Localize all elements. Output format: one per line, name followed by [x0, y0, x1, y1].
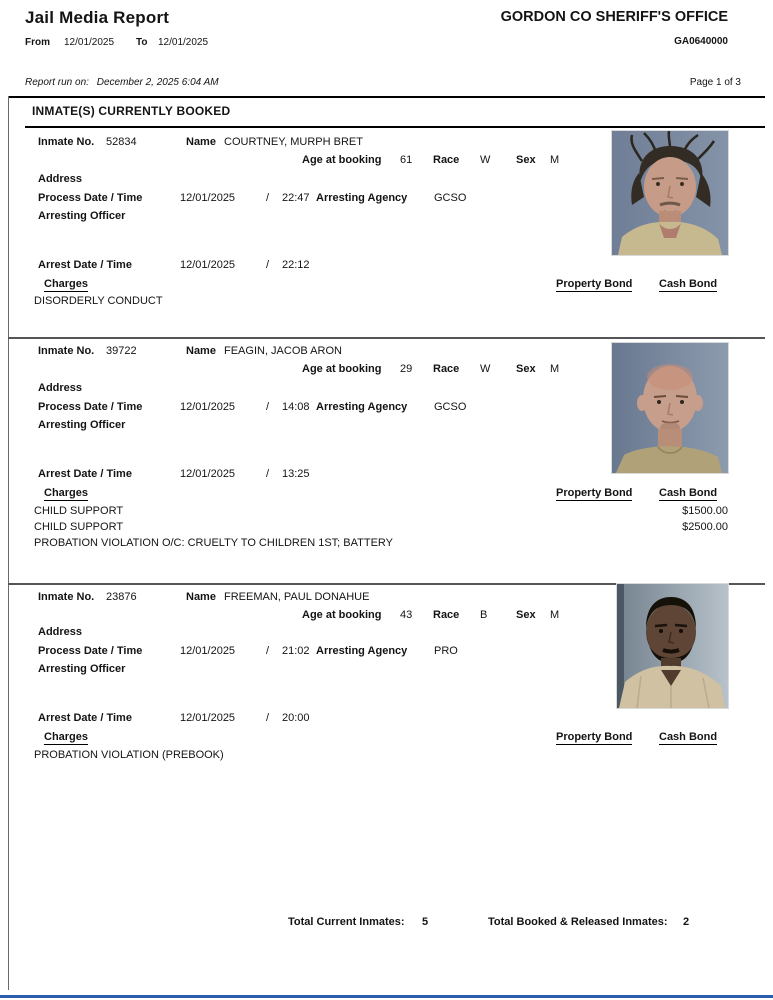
slash: /: [266, 401, 270, 413]
arrest-date-label: Arrest Date / Time: [38, 259, 132, 271]
charges-header: Charges: [44, 731, 89, 743]
arresting-agency-label: Arresting Agency: [316, 645, 408, 657]
cash-bond-header: Cash Bond: [659, 487, 718, 499]
mugshot-photo: [612, 131, 728, 255]
race-value: W: [480, 154, 491, 166]
slash: /: [266, 645, 270, 657]
address-label: Address: [38, 382, 83, 394]
name-label: Name: [186, 136, 216, 148]
inmate-no-value: 39722: [106, 345, 137, 357]
charge-cash-bond: $2500.00: [682, 521, 728, 533]
slash: /: [266, 192, 270, 204]
cash-bond-header: Cash Bond: [659, 278, 718, 290]
inmate-no-value: 23876: [106, 591, 137, 603]
report-run-on: [25, 77, 219, 88]
sex-value: M: [550, 363, 560, 375]
process-date-value: 12/01/2025: [180, 192, 236, 204]
arresting-officer-label: Arresting Officer: [38, 419, 126, 431]
inmate-no-label: Inmate No.: [38, 591, 95, 603]
arrest-date-label: Arrest Date / Time: [38, 712, 132, 724]
property-bond-header: Property Bond: [556, 731, 633, 743]
age-label: Age at booking: [302, 154, 382, 166]
race-value: W: [480, 363, 491, 375]
sex-value: M: [550, 154, 560, 166]
name-value: FEAGIN, JACOB ARON: [224, 345, 342, 357]
race-label: Race: [433, 363, 460, 375]
mugshot-photo: [612, 343, 728, 473]
page-indicator: Page 1 of 3: [689, 77, 741, 88]
agency-code: GA0640000: [674, 36, 728, 47]
sex-label: Sex: [516, 609, 536, 621]
to-label: To: [136, 37, 148, 48]
mugshot-illustration: [617, 584, 728, 708]
charge-name: CHILD SUPPORT: [34, 521, 124, 533]
arresting-agency-value: GCSO: [434, 192, 467, 204]
arresting-agency-label: Arresting Agency: [316, 401, 408, 413]
arresting-agency-value: GCSO: [434, 401, 467, 413]
to-date: 12/01/2025: [158, 37, 209, 48]
address-label: Address: [38, 173, 83, 185]
total-current-label: Total Current Inmates:: [288, 916, 405, 928]
from-date: 12/01/2025: [64, 37, 115, 48]
inmate-record: [0, 583, 773, 768]
arrest-date-label: Arrest Date / Time: [38, 468, 132, 480]
arresting-officer-label: Arresting Officer: [38, 663, 126, 675]
race-label: Race: [433, 154, 460, 166]
process-time-value: 21:02: [282, 645, 310, 657]
charge-name: PROBATION VIOLATION (PREBOOK): [34, 749, 224, 761]
property-bond-header: Property Bond: [556, 278, 633, 290]
age-value: 29: [400, 363, 413, 375]
from-label: From: [25, 37, 50, 48]
mugshot-illustration: [612, 131, 728, 255]
age-value: 43: [400, 609, 413, 621]
property-bond-header: Property Bond: [556, 487, 633, 499]
run-on-label: Report run on:: [25, 77, 89, 88]
arresting-agency-label: Arresting Agency: [316, 192, 408, 204]
arrest-time-value: 20:00: [282, 712, 310, 724]
header-rule-top: [8, 96, 765, 98]
sex-label: Sex: [516, 363, 536, 375]
arrest-time-value: 22:12: [282, 259, 310, 271]
name-label: Name: [186, 591, 216, 603]
sex-label: Sex: [516, 154, 536, 166]
process-date-value: 12/01/2025: [180, 401, 236, 413]
total-current-value: 5: [422, 916, 429, 928]
name-value: COURTNEY, MURPH BRET: [224, 136, 363, 148]
inmate-record: [0, 128, 773, 337]
section-title: INMATE(S) CURRENTLY BOOKED: [32, 104, 231, 118]
slash: /: [266, 259, 270, 271]
process-date-label: Process Date / Time: [38, 401, 143, 413]
inmate-no-value: 52834: [106, 136, 137, 148]
total-booked-released-value: 2: [683, 916, 690, 928]
agency-name: GORDON CO SHERIFF'S OFFICE: [500, 9, 728, 25]
address-label: Address: [38, 626, 83, 638]
charge-name: DISORDERLY CONDUCT: [34, 295, 163, 307]
charges-header: Charges: [44, 278, 89, 290]
slash: /: [266, 712, 270, 724]
process-date-label: Process Date / Time: [38, 645, 143, 657]
name-value: FREEMAN, PAUL DONAHUE: [224, 591, 370, 603]
process-time-value: 22:47: [282, 192, 310, 204]
age-label: Age at booking: [302, 609, 382, 621]
page-title: Jail Media Report: [25, 8, 170, 27]
process-date-value: 12/01/2025: [180, 645, 236, 657]
run-on-value: December 2, 2025 6:04 AM: [96, 77, 219, 88]
arrest-time-value: 13:25: [282, 468, 310, 480]
charge-name: PROBATION VIOLATION O/C: CRUELTY TO CHILDREN 1ST; BATTERY: [34, 537, 393, 549]
charge-cash-bond: $1500.00: [682, 505, 728, 517]
slash: /: [266, 468, 270, 480]
charges-header: Charges: [44, 487, 89, 499]
process-time-value: 14:08: [282, 401, 310, 413]
inmate-no-label: Inmate No.: [38, 345, 95, 357]
arresting-agency-value: PRO: [434, 645, 458, 657]
arrest-date-value: 12/01/2025: [180, 259, 236, 271]
age-value: 61: [400, 154, 413, 166]
race-label: Race: [433, 609, 460, 621]
mugshot-photo: [617, 584, 728, 708]
inmate-no-label: Inmate No.: [38, 136, 95, 148]
inmate-record: [0, 339, 773, 583]
bottom-accent-bar: [0, 995, 773, 998]
sex-value: M: [550, 609, 560, 621]
name-label: Name: [186, 345, 216, 357]
arresting-officer-label: Arresting Officer: [38, 210, 126, 222]
charge-name: CHILD SUPPORT: [34, 505, 124, 517]
age-label: Age at booking: [302, 363, 382, 375]
total-booked-released-label: Total Booked & Released Inmates:: [488, 916, 668, 928]
arrest-date-value: 12/01/2025: [180, 468, 236, 480]
process-date-label: Process Date / Time: [38, 192, 143, 204]
cash-bond-header: Cash Bond: [659, 731, 718, 743]
mugshot-illustration: [612, 343, 728, 473]
arrest-date-value: 12/01/2025: [180, 712, 236, 724]
race-value: B: [480, 609, 488, 621]
